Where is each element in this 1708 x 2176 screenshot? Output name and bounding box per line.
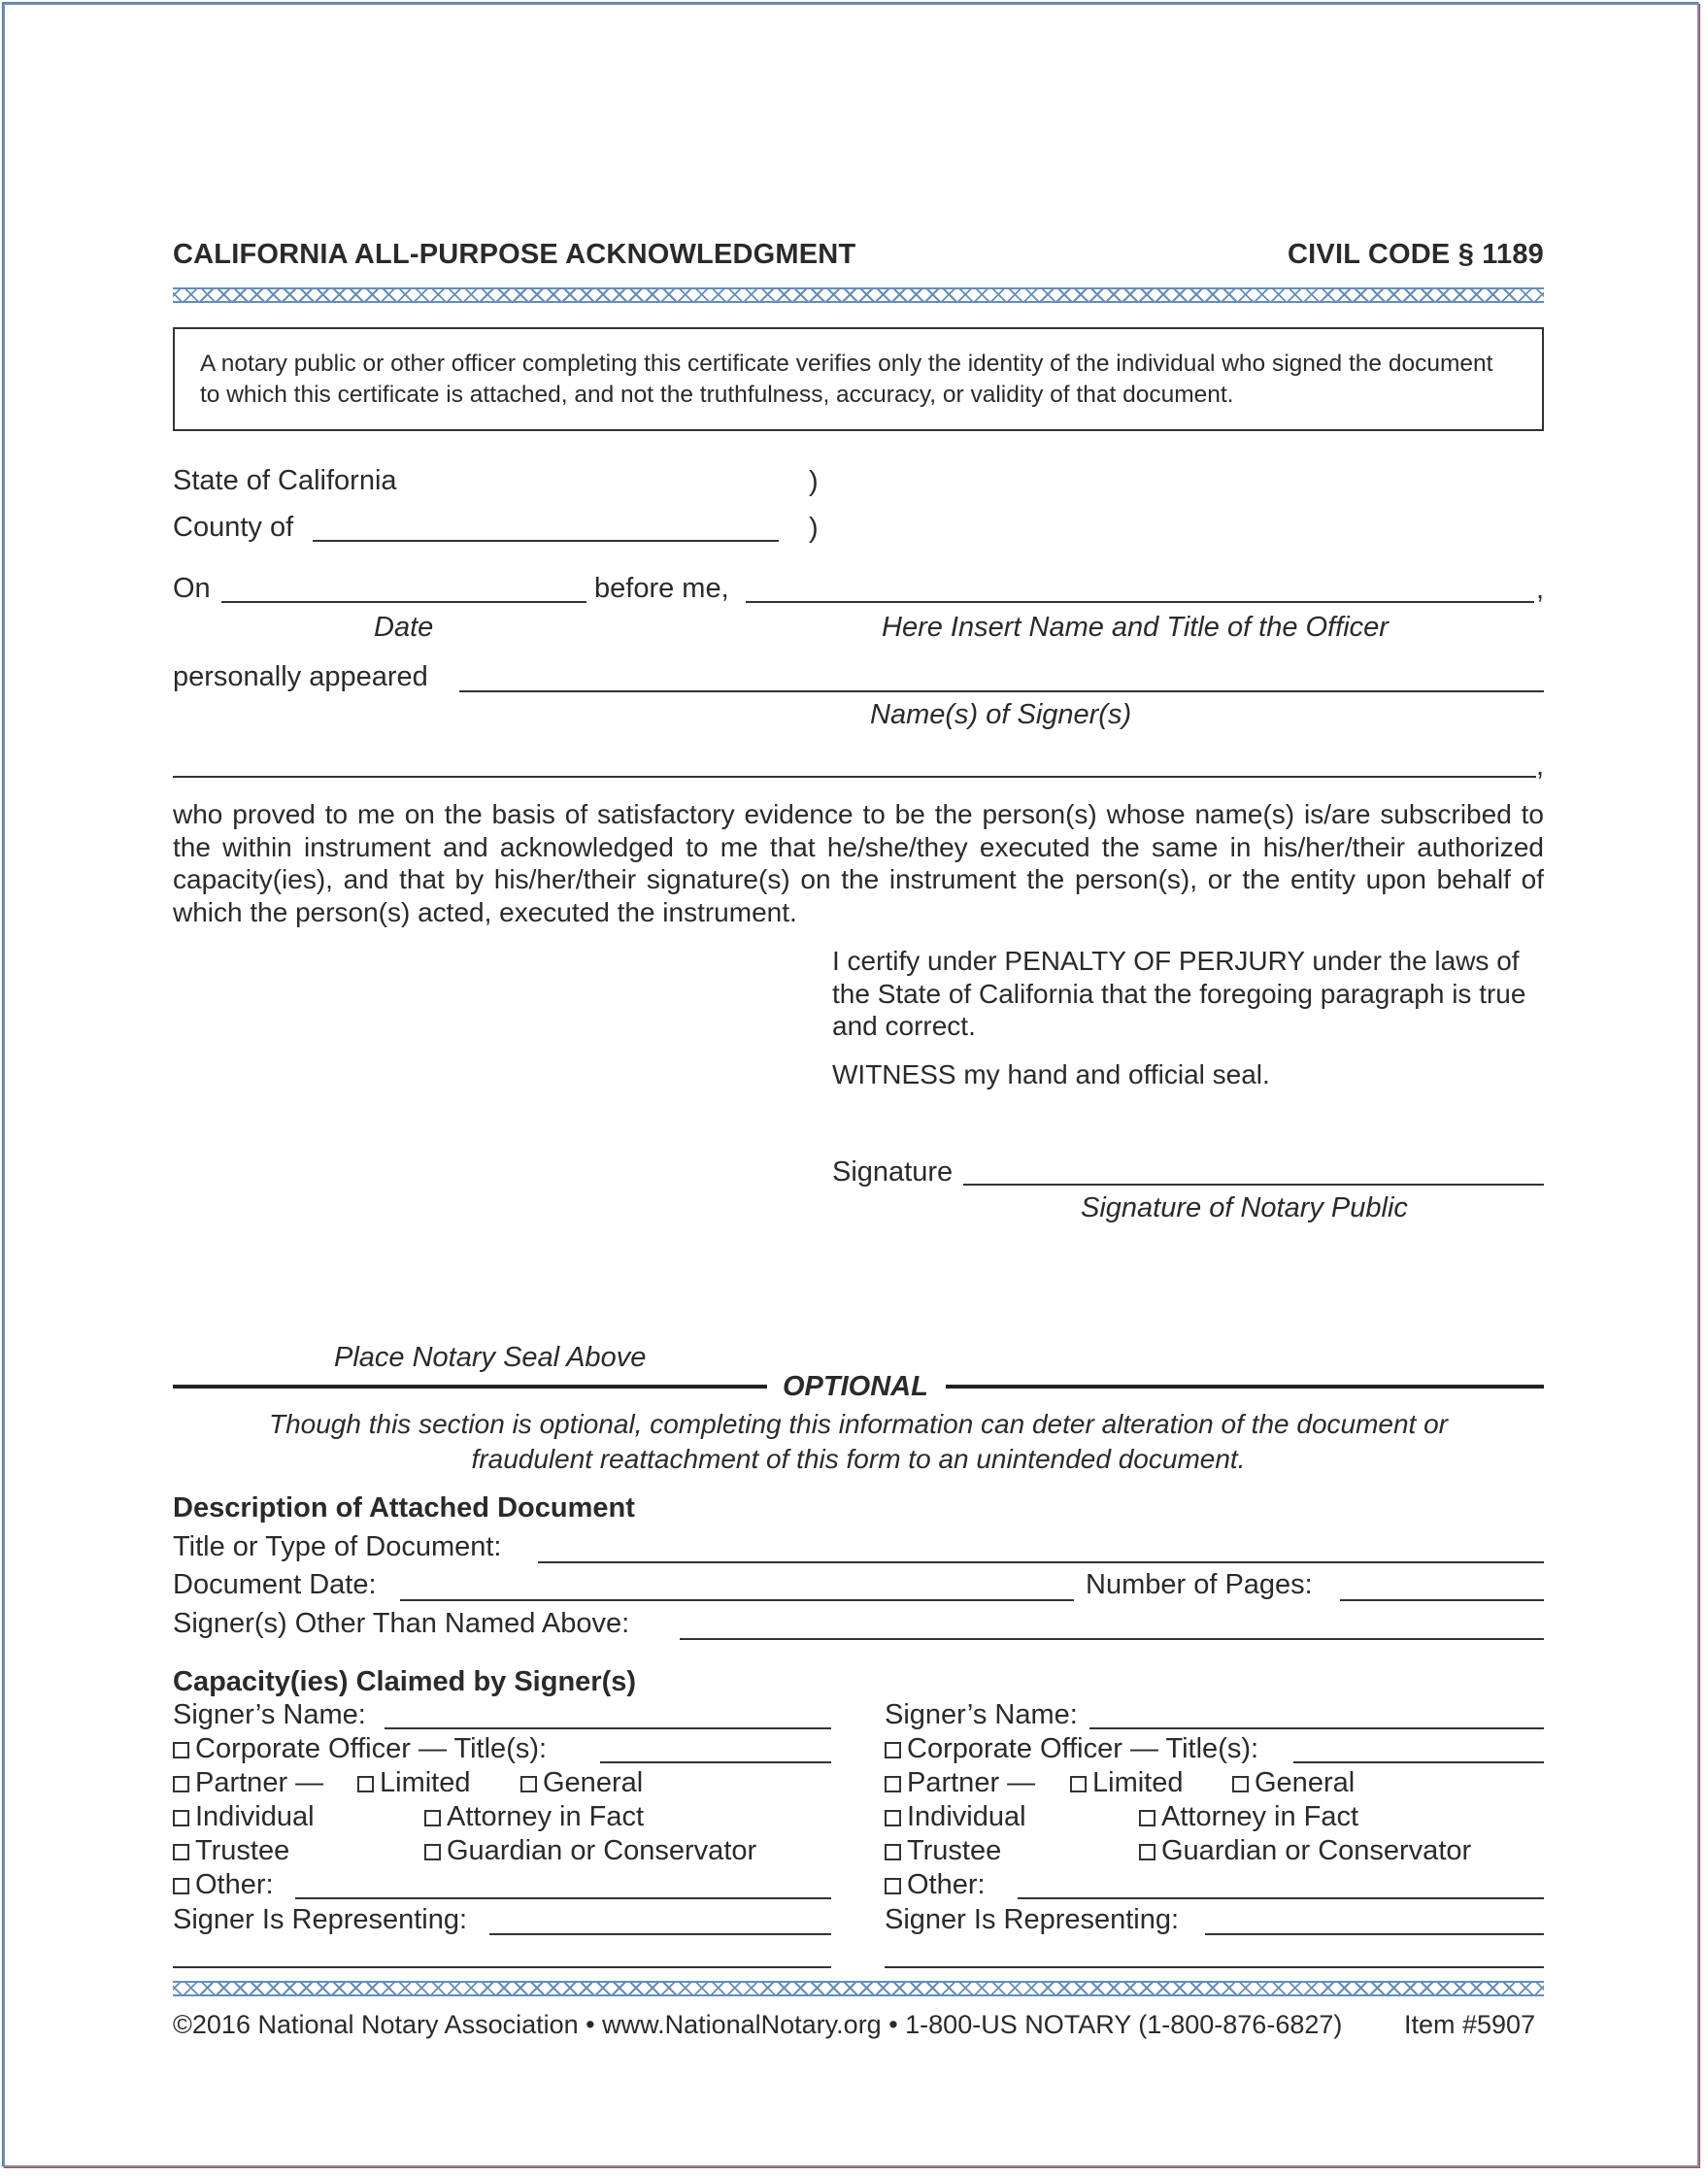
- county-label: County of: [173, 512, 294, 543]
- signer-names-field-2[interactable]: [173, 776, 1536, 778]
- other-signers-field[interactable]: [680, 1638, 1544, 1640]
- num-pages-label: Number of Pages:: [1086, 1569, 1313, 1600]
- individual-checkbox[interactable]: [173, 1810, 189, 1826]
- limited-checkbox[interactable]: [357, 1776, 374, 1792]
- other-checkbox[interactable]: [173, 1878, 189, 1894]
- corporate-officer-label: Corporate Officer — Title(s):: [907, 1733, 1259, 1764]
- other-field[interactable]: [295, 1897, 831, 1899]
- attorney-label: Attorney in Fact: [1161, 1801, 1359, 1832]
- trustee-option[interactable]: [885, 1835, 1001, 1867]
- signer-name-label: Signer’s Name:: [885, 1699, 1078, 1730]
- officer-comma: ,: [1536, 574, 1545, 605]
- partner-label: Partner —: [907, 1767, 1036, 1798]
- partner-label: Partner —: [195, 1767, 324, 1798]
- perjury-statement: I certify under PENALTY OF PERJURY under the laws of the State of California that the foregoing paragraph is true and correct.: [832, 946, 1526, 1041]
- appeared-comma: ,: [1536, 751, 1545, 782]
- doc-date-field[interactable]: [400, 1599, 1074, 1601]
- notice-box: [173, 327, 1544, 431]
- representing-field-2[interactable]: [885, 1966, 1544, 1968]
- venue-paren-1: ): [809, 466, 819, 497]
- representing-label: Signer Is Representing:: [173, 1904, 468, 1935]
- acknowledgment-paragraph: who proved to me on the basis of satisfactory evidence to be the person(s) whose name(s) is/are subscribed to the within instrument and acknowledged to me that he/she/they executed the same in his/her/their authorized capacity(ies), and that by his/her/their signature(s) on the instrument the person(s), or the entity upon behalf of which the person(s) acted, executed the instrument.: [173, 799, 1544, 927]
- individual-label: Individual: [195, 1801, 315, 1832]
- decorative-border-bottom: [173, 1981, 1544, 1996]
- attorney-label: Attorney in Fact: [447, 1801, 645, 1832]
- limited-label: Limited: [380, 1767, 471, 1798]
- representing-field[interactable]: [1205, 1933, 1544, 1935]
- guardian-option[interactable]: [424, 1835, 756, 1867]
- signer-name-field[interactable]: [1089, 1727, 1544, 1729]
- optional-label: OPTIONAL: [783, 1371, 928, 1402]
- trustee-checkbox[interactable]: [885, 1844, 901, 1860]
- capacities-heading: Capacity(ies) Claimed by Signer(s): [173, 1666, 637, 1697]
- other-option[interactable]: [173, 1869, 274, 1901]
- notice-text: A notary public or other officer completing this certificate verifies only the identity of the individual who signed the document to which this certificate is attached, and not the truthfulness, accuracy, or validity of that document.: [200, 351, 1493, 408]
- guardian-checkbox[interactable]: [424, 1844, 441, 1860]
- civil-code: CIVIL CODE § 1189: [1288, 239, 1544, 270]
- state-label: State of California: [173, 465, 397, 496]
- officer-title-field[interactable]: [600, 1761, 831, 1763]
- optional-rule-left: [173, 1385, 767, 1389]
- signature-label: Signature: [832, 1156, 954, 1188]
- seal-caption: Place Notary Seal Above: [334, 1342, 647, 1373]
- optional-description-line1: Though this section is optional, completing this information can deter alteration of the document or: [268, 1409, 1449, 1439]
- venue-paren-2: ): [809, 513, 819, 544]
- notary-signature-field[interactable]: [963, 1184, 1544, 1186]
- item-number: Item #5907: [1404, 2010, 1536, 2039]
- general-option[interactable]: [1232, 1767, 1355, 1799]
- signature-caption: Signature of Notary Public: [1081, 1192, 1408, 1223]
- corporate-officer-option[interactable]: [173, 1733, 547, 1765]
- decorative-border-top: [173, 287, 1544, 303]
- corporate-officer-checkbox[interactable]: [173, 1742, 189, 1758]
- date-caption: Date: [374, 612, 434, 643]
- attorney-option[interactable]: [1139, 1801, 1358, 1833]
- general-option[interactable]: [520, 1767, 643, 1799]
- footer-text: ©2016 National Notary Association • www.NationalNotary.org • 1-800-US NOTARY (1-800-876-6827): [173, 2010, 1343, 2039]
- attorney-checkbox[interactable]: [1139, 1810, 1155, 1826]
- limited-checkbox[interactable]: [1070, 1776, 1087, 1792]
- guardian-label: Guardian or Conservator: [447, 1835, 757, 1866]
- other-label: Other:: [195, 1869, 274, 1900]
- other-checkbox[interactable]: [885, 1878, 901, 1894]
- optional-rule-right: [946, 1385, 1544, 1389]
- general-label: General: [1255, 1767, 1356, 1798]
- representing-field-2[interactable]: [173, 1966, 831, 1968]
- other-option[interactable]: [885, 1869, 986, 1901]
- corporate-officer-option[interactable]: [885, 1733, 1258, 1765]
- other-label: Other:: [907, 1869, 986, 1900]
- form-title: CALIFORNIA ALL-PURPOSE ACKNOWLEDGMENT: [173, 239, 856, 270]
- on-label: On: [173, 573, 211, 604]
- officer-field[interactable]: [746, 601, 1534, 603]
- before-me-label: before me,: [594, 573, 729, 604]
- optional-description-line2: fraudulent reattachment of this form to an unintended document.: [471, 1444, 1246, 1474]
- signer-names-caption: Name(s) of Signer(s): [870, 699, 1132, 730]
- other-field[interactable]: [1018, 1897, 1544, 1899]
- partner-checkbox[interactable]: [885, 1776, 901, 1792]
- individual-label: Individual: [907, 1801, 1026, 1832]
- attorney-checkbox[interactable]: [424, 1810, 441, 1826]
- general-label: General: [543, 1767, 644, 1798]
- general-checkbox[interactable]: [1232, 1776, 1249, 1792]
- optional-description: [173, 1407, 1544, 1477]
- county-field[interactable]: [313, 540, 779, 542]
- signer-name-label: Signer’s Name:: [173, 1699, 366, 1730]
- acknowledgment-form: [173, 0, 1544, 2176]
- other-signers-label: Signer(s) Other Than Named Above:: [173, 1608, 630, 1639]
- corporate-officer-checkbox[interactable]: [885, 1742, 901, 1758]
- individual-option[interactable]: [173, 1801, 315, 1833]
- guardian-label: Guardian or Conservator: [1161, 1835, 1472, 1866]
- officer-title-field[interactable]: [1293, 1761, 1544, 1763]
- num-pages-field[interactable]: [1340, 1599, 1544, 1601]
- limited-option[interactable]: [357, 1767, 471, 1799]
- trustee-label: Trustee: [907, 1835, 1002, 1866]
- officer-caption: Here Insert Name and Title of the Officer: [882, 612, 1389, 643]
- signer-names-field[interactable]: [459, 690, 1544, 692]
- representing-field[interactable]: [489, 1933, 831, 1935]
- doc-title-field[interactable]: [538, 1561, 1544, 1563]
- representing-label: Signer Is Representing:: [885, 1904, 1180, 1935]
- individual-option[interactable]: [885, 1801, 1026, 1833]
- limited-label: Limited: [1092, 1767, 1184, 1798]
- individual-checkbox[interactable]: [885, 1810, 901, 1826]
- doc-date-label: Document Date:: [173, 1569, 377, 1600]
- trustee-option[interactable]: [173, 1835, 289, 1867]
- corporate-officer-label: Corporate Officer — Title(s):: [195, 1733, 548, 1764]
- trustee-checkbox[interactable]: [173, 1844, 189, 1860]
- partner-option[interactable]: [885, 1767, 1035, 1799]
- guardian-checkbox[interactable]: [1139, 1844, 1155, 1860]
- partner-option[interactable]: [173, 1767, 323, 1799]
- partner-checkbox[interactable]: [173, 1776, 189, 1792]
- guardian-option[interactable]: [1139, 1835, 1471, 1867]
- doc-title-label: Title or Type of Document:: [173, 1531, 502, 1562]
- attorney-option[interactable]: [424, 1801, 644, 1833]
- appeared-label: personally appeared: [173, 661, 428, 692]
- date-field[interactable]: [221, 601, 586, 603]
- signer-name-field[interactable]: [385, 1727, 831, 1729]
- general-checkbox[interactable]: [520, 1776, 537, 1792]
- trustee-label: Trustee: [195, 1835, 290, 1866]
- limited-option[interactable]: [1070, 1767, 1184, 1799]
- attached-doc-heading: Description of Attached Document: [173, 1492, 635, 1523]
- witness-statement: WITNESS my hand and official seal.: [832, 1059, 1270, 1089]
